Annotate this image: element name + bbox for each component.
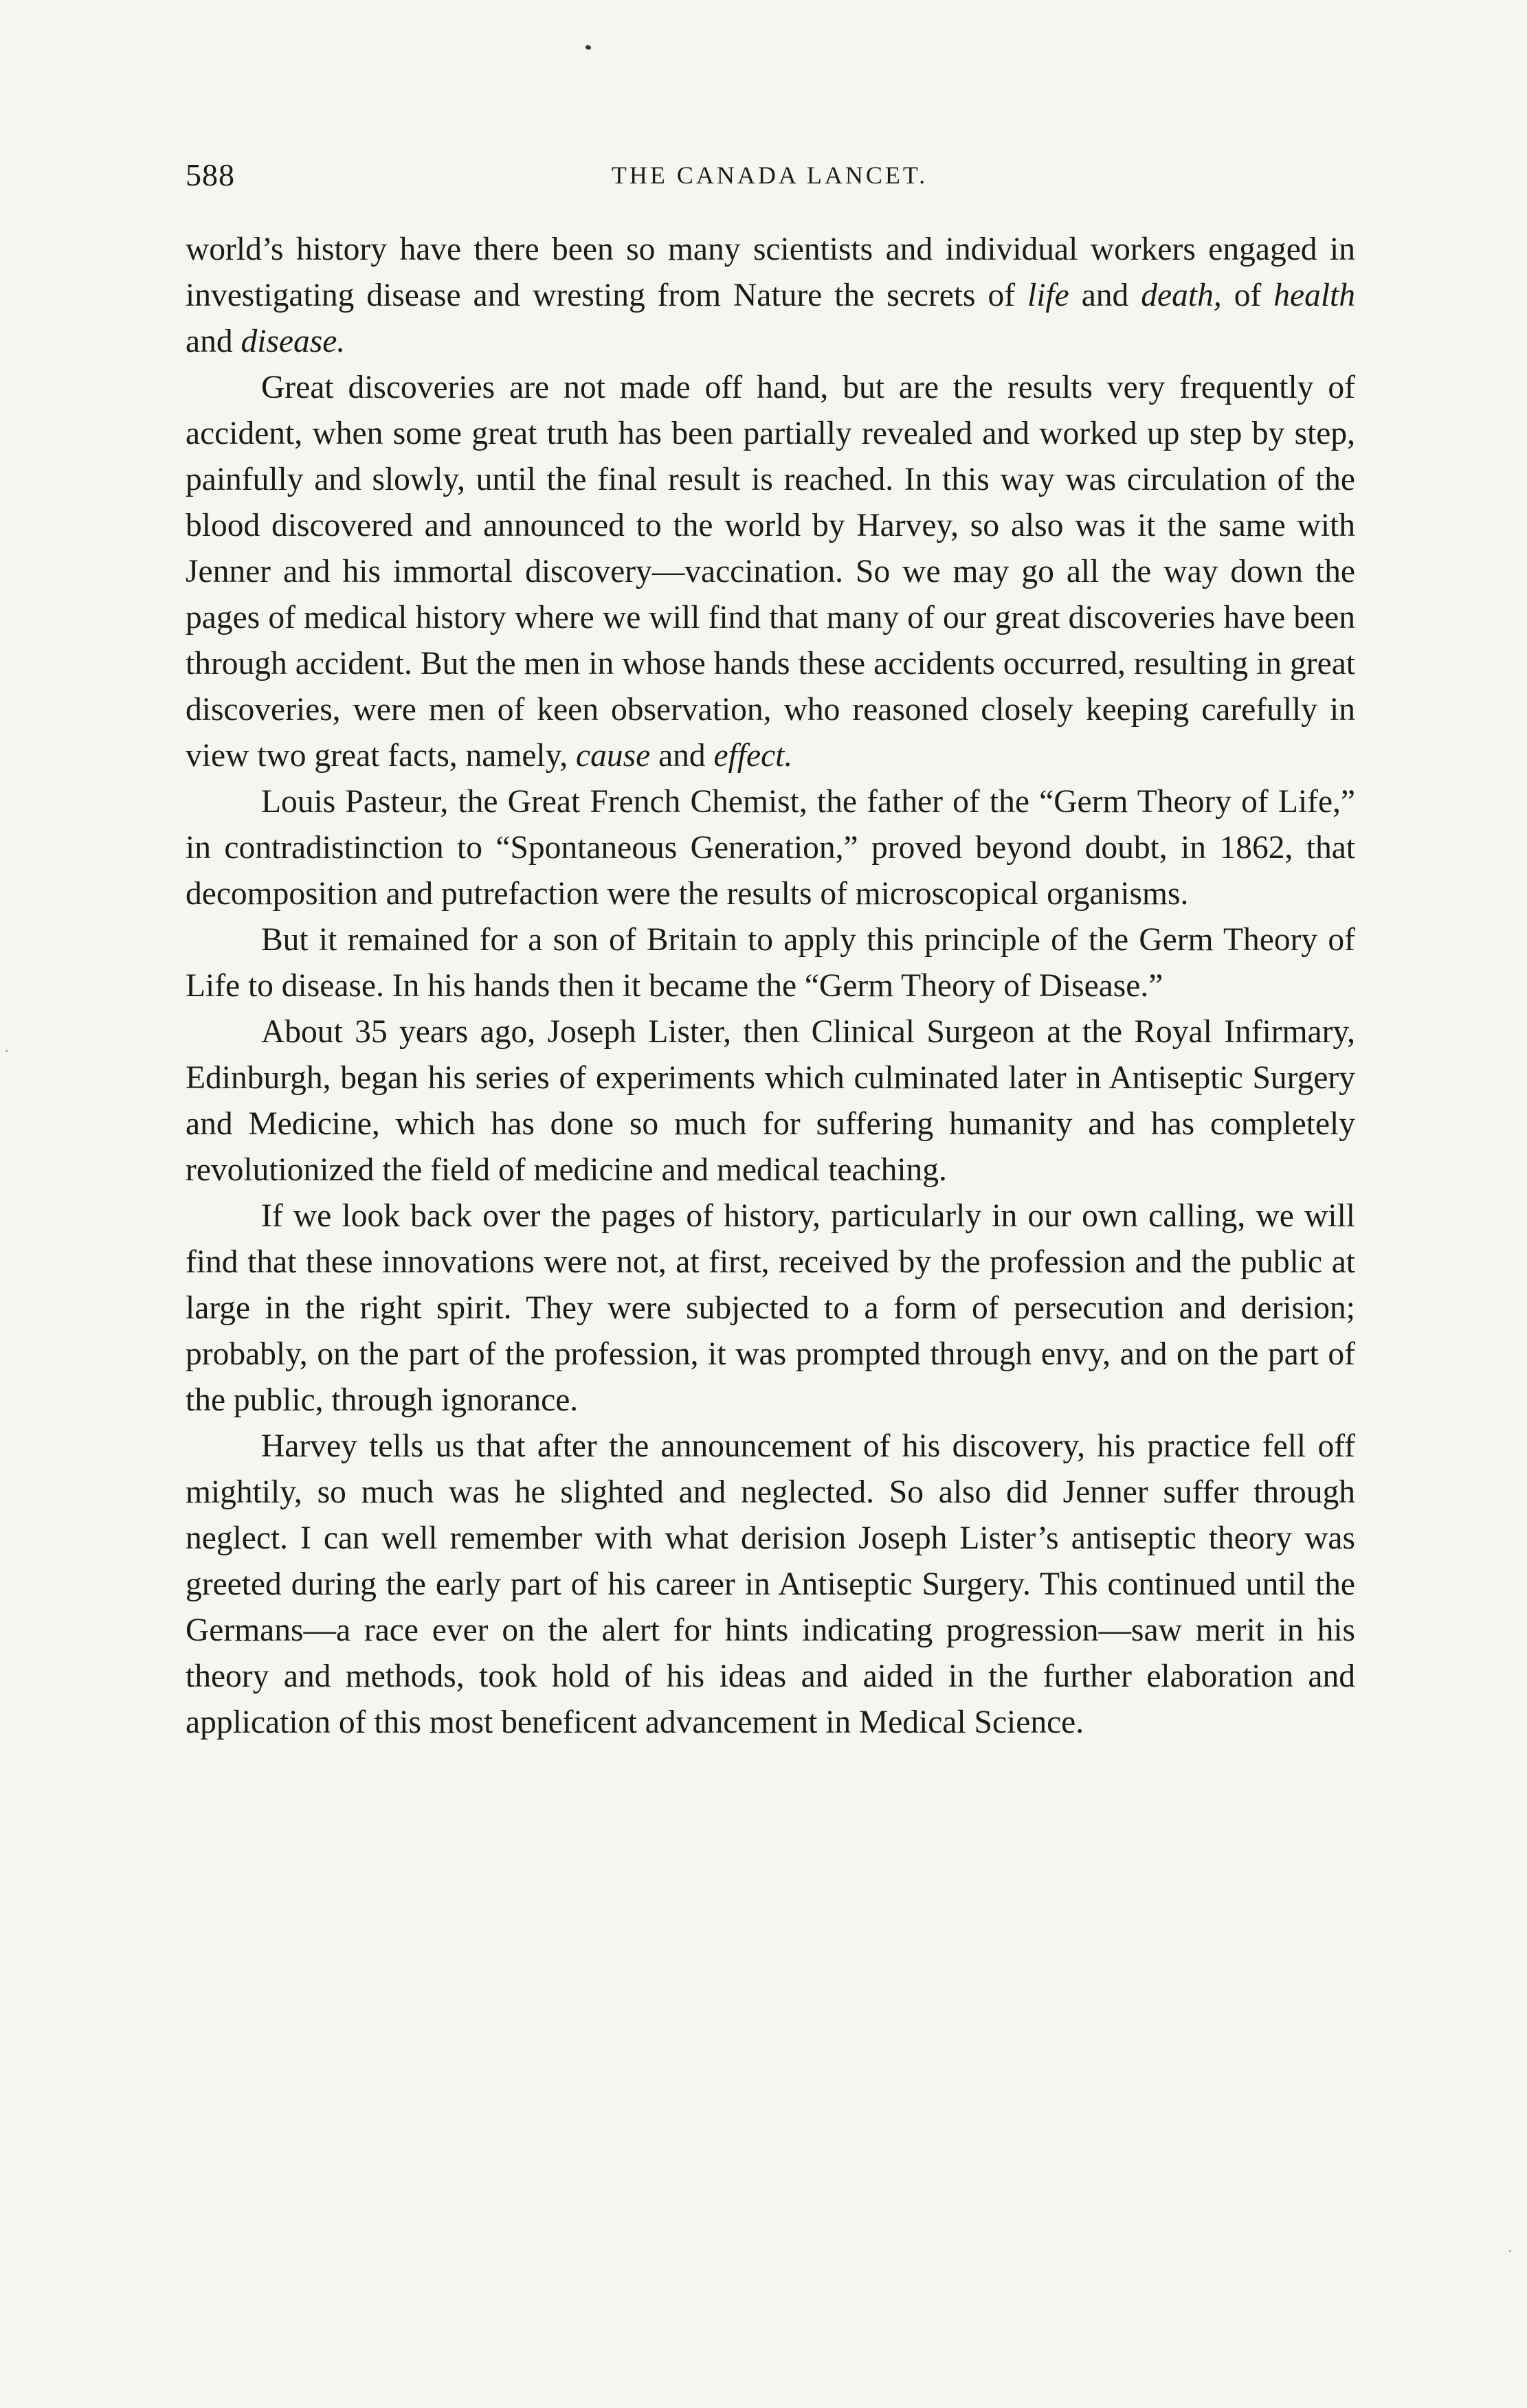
paragraph: [186, 365, 1355, 779]
paragraph: [186, 1193, 1355, 1424]
text-run: Harvey tells us that after the announcement of his discovery, his practice fell off mightily, so much was he slighted and neglected. So also did Jenner suffer through neglect. I can well remember with what derision Joseph Lister’s antiseptic theory was greeted during the early part of his career in Antiseptic Surgery. This continued until the Germans—a race ever on the alert for hints indicating progression—saw merit in his theory and methods, took hold of his ideas and aided in the further elaboration and application of this most beneficent advancement in Medical Science.: [186, 1428, 1355, 1740]
page-number: 588: [186, 157, 235, 192]
text-run: of: [1221, 278, 1274, 313]
italic-text: cause: [576, 738, 651, 774]
text-run: and: [186, 324, 241, 359]
italic-text: health: [1273, 278, 1355, 313]
paragraph: [186, 1424, 1355, 1746]
text-run: But it remained for a son of Britain to apply this principle of the Germ Theory of Life to disease. In his hands then it became the “Germ Theory of Disease.”: [186, 922, 1355, 1004]
paragraph: [186, 917, 1355, 1009]
text-run: If we look back over the pages of history, particularly in our own calling, we will find that these innovations were not, at first, received by the profession and the public at large in the right spirit. They were subjected to a form of persecution and derision; probably, on the part of the profession, it was prompted through envy, and on the part of the public, through ignorance.: [186, 1198, 1355, 1418]
paragraph: [186, 227, 1355, 365]
paragraph: [186, 1009, 1355, 1193]
text-run: world’s history have there been so many scientists and individual workers engaged in investigating disease and wresting from Nature the secrets of: [186, 232, 1355, 313]
text-run: Louis Pasteur, the Great French Chemist, the father of the “Germ Theory of Life,” in contradistinction to “Spontaneous Generation,” proved beyond doubt, in 1862, that decomposition and putrefaction were the results of microscopical organisms.: [186, 784, 1355, 912]
italic-text: life: [1027, 278, 1069, 313]
text-run: and: [1069, 278, 1141, 313]
paragraph: [186, 779, 1355, 917]
ink-speck: [585, 45, 592, 50]
italic-text: death,: [1141, 278, 1222, 313]
journal-title: THE CANADA LANCET.: [611, 161, 928, 189]
text-run: and: [650, 738, 714, 774]
italic-text: disease.: [241, 324, 346, 359]
ink-speck: [1509, 2250, 1511, 2252]
text-run: About 35 years ago, Joseph Lister, then Clinical Surgeon at the Royal Infirmary, Edinburgh, began his series of experiments which culminated later in Antiseptic Surgery and Medicine, which has done so much for suffering humanity and has completely revolutionized the field of medicine and medical teaching.: [186, 1014, 1355, 1188]
running-head: [186, 157, 1354, 205]
text-run: Great discoveries are not made off hand, but are the results very frequently of accident, when some great truth has been partially revealed and worked up step by step, painfully and slowly, until the final result is reached. In this way was circulation of the blood discovered and announced to the world by Harvey, so also was it the same with Jenner and his immortal discovery—vaccination. So we may go all the way down the pages of medical history where we will find that many of our great discoveries have been through accident. But the men in whose hands these accidents occurred, resulting in great discoveries, were men of keen observation, who reasoned closely keeping carefully in view two great facts, namely,: [186, 370, 1355, 774]
ink-speck: [5, 1050, 8, 1052]
article-body: [186, 227, 1355, 1746]
italic-text: effect.: [713, 738, 793, 774]
